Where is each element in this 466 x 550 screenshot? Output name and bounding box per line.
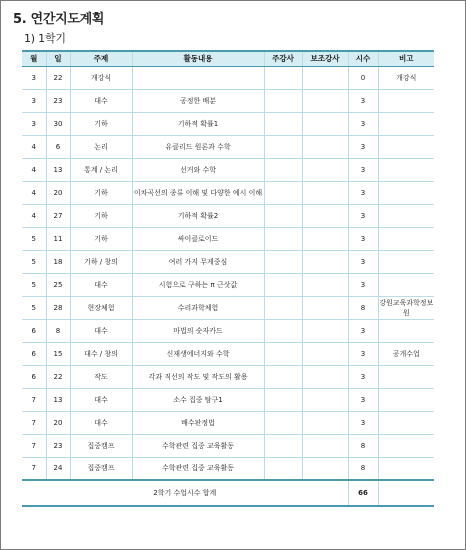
cell-main-instructor bbox=[264, 296, 302, 319]
cell-topic: 논리 bbox=[70, 135, 132, 158]
annual-plan-table bbox=[22, 50, 434, 507]
header-month: 월 bbox=[22, 51, 46, 66]
header-day: 일 bbox=[46, 51, 70, 66]
cell-assistant-instructor bbox=[302, 365, 348, 388]
cell-hours: 3 bbox=[348, 250, 378, 273]
cell-main-instructor bbox=[264, 89, 302, 112]
cell-hours: 3 bbox=[348, 319, 378, 342]
cell-assistant-instructor bbox=[302, 296, 348, 319]
cell-notes bbox=[378, 158, 434, 181]
table-row bbox=[22, 158, 434, 181]
cell-hours: 3 bbox=[348, 204, 378, 227]
cell-topic: 대수 bbox=[70, 411, 132, 434]
cell-month: 6 bbox=[22, 319, 46, 342]
cell-activity bbox=[132, 66, 264, 89]
table-body bbox=[22, 66, 434, 506]
cell-day: 22 bbox=[46, 66, 70, 89]
cell-topic: 기하 bbox=[70, 204, 132, 227]
cell-month: 5 bbox=[22, 227, 46, 250]
cell-notes bbox=[378, 112, 434, 135]
cell-day: 18 bbox=[46, 250, 70, 273]
cell-hours: 3 bbox=[348, 411, 378, 434]
table-header-row bbox=[22, 51, 434, 66]
cell-month: 6 bbox=[22, 342, 46, 365]
cell-topic: 집중캠프 bbox=[70, 434, 132, 457]
cell-hours: 3 bbox=[348, 89, 378, 112]
cell-day: 27 bbox=[46, 204, 70, 227]
cell-main-instructor bbox=[264, 158, 302, 181]
header-activity: 활동내용 bbox=[132, 51, 264, 66]
cell-notes bbox=[378, 434, 434, 457]
table-row bbox=[22, 411, 434, 434]
cell-month: 5 bbox=[22, 296, 46, 319]
table-row bbox=[22, 342, 434, 365]
table-row bbox=[22, 204, 434, 227]
cell-main-instructor bbox=[264, 227, 302, 250]
cell-notes bbox=[378, 365, 434, 388]
header-notes: 비고 bbox=[378, 51, 434, 66]
cell-day: 13 bbox=[46, 388, 70, 411]
cell-assistant-instructor bbox=[302, 273, 348, 296]
cell-activity: 공정한 배분 bbox=[132, 89, 264, 112]
cell-topic: 대수 bbox=[70, 273, 132, 296]
cell-activity: 수리과학체험 bbox=[132, 296, 264, 319]
header-hours: 시수 bbox=[348, 51, 378, 66]
subsection-title: 1) 1학기 bbox=[24, 32, 66, 45]
cell-activity: 싸이클로이드 bbox=[132, 227, 264, 250]
cell-activity: 소수 집중 탐구1 bbox=[132, 388, 264, 411]
table-row bbox=[22, 181, 434, 204]
cell-notes: 강원교육과학정보원 bbox=[378, 296, 434, 319]
cell-hours: 8 bbox=[348, 296, 378, 319]
cell-notes bbox=[378, 181, 434, 204]
header-topic: 주제 bbox=[70, 51, 132, 66]
cell-month: 3 bbox=[22, 89, 46, 112]
cell-assistant-instructor bbox=[302, 135, 348, 158]
cell-main-instructor bbox=[264, 112, 302, 135]
cell-assistant-instructor bbox=[302, 227, 348, 250]
header-assistant-instructor: 보조강사 bbox=[302, 51, 348, 66]
table-row bbox=[22, 250, 434, 273]
cell-day: 8 bbox=[46, 319, 70, 342]
total-hours: 66 bbox=[348, 480, 378, 506]
table-row bbox=[22, 112, 434, 135]
cell-day: 6 bbox=[46, 135, 70, 158]
cell-day: 30 bbox=[46, 112, 70, 135]
cell-topic: 대수 / 창의 bbox=[70, 342, 132, 365]
cell-topic: 대수 bbox=[70, 319, 132, 342]
cell-main-instructor bbox=[264, 66, 302, 89]
cell-hours: 3 bbox=[348, 388, 378, 411]
cell-topic: 대수 bbox=[70, 388, 132, 411]
cell-notes bbox=[378, 204, 434, 227]
cell-activity: 이차곡선의 종류 이해 및 다양한 예시 이해 bbox=[132, 181, 264, 204]
cell-assistant-instructor bbox=[302, 457, 348, 480]
cell-month: 6 bbox=[22, 365, 46, 388]
cell-activity: 여러 가지 무게중심 bbox=[132, 250, 264, 273]
cell-month: 4 bbox=[22, 204, 46, 227]
cell-hours: 8 bbox=[348, 457, 378, 480]
table-row bbox=[22, 319, 434, 342]
cell-notes bbox=[378, 135, 434, 158]
cell-day: 23 bbox=[46, 89, 70, 112]
cell-assistant-instructor bbox=[302, 434, 348, 457]
cell-topic: 현장체험 bbox=[70, 296, 132, 319]
cell-day: 20 bbox=[46, 411, 70, 434]
cell-main-instructor bbox=[264, 181, 302, 204]
cell-activity: 기하적 확률1 bbox=[132, 112, 264, 135]
table-row bbox=[22, 227, 434, 250]
cell-activity: 신재생에너지와 수학 bbox=[132, 342, 264, 365]
cell-notes bbox=[378, 457, 434, 480]
cell-assistant-instructor bbox=[302, 411, 348, 434]
cell-month: 3 bbox=[22, 112, 46, 135]
cell-main-instructor bbox=[264, 411, 302, 434]
cell-notes bbox=[378, 89, 434, 112]
cell-assistant-instructor bbox=[302, 250, 348, 273]
cell-notes bbox=[378, 273, 434, 296]
cell-month: 4 bbox=[22, 135, 46, 158]
cell-notes bbox=[378, 319, 434, 342]
total-label: 2학기 수업시수 합계 bbox=[22, 480, 348, 506]
cell-topic: 통계 / 논리 bbox=[70, 158, 132, 181]
cell-day: 23 bbox=[46, 434, 70, 457]
cell-main-instructor bbox=[264, 135, 302, 158]
cell-month: 4 bbox=[22, 181, 46, 204]
cell-assistant-instructor bbox=[302, 181, 348, 204]
cell-notes bbox=[378, 388, 434, 411]
cell-day: 24 bbox=[46, 457, 70, 480]
cell-assistant-instructor bbox=[302, 112, 348, 135]
table-row bbox=[22, 273, 434, 296]
cell-hours: 3 bbox=[348, 227, 378, 250]
cell-main-instructor bbox=[264, 457, 302, 480]
table-row bbox=[22, 365, 434, 388]
cell-activity: 수학관련 집중 교육활동 bbox=[132, 434, 264, 457]
cell-month: 7 bbox=[22, 411, 46, 434]
cell-month: 3 bbox=[22, 66, 46, 89]
cell-main-instructor bbox=[264, 434, 302, 457]
cell-activity: 수학관련 집중 교육활동 bbox=[132, 457, 264, 480]
cell-assistant-instructor bbox=[302, 66, 348, 89]
cell-assistant-instructor bbox=[302, 388, 348, 411]
cell-day: 22 bbox=[46, 365, 70, 388]
cell-hours: 3 bbox=[348, 158, 378, 181]
cell-day: 28 bbox=[46, 296, 70, 319]
cell-main-instructor bbox=[264, 250, 302, 273]
cell-month: 4 bbox=[22, 158, 46, 181]
cell-hours: 3 bbox=[348, 112, 378, 135]
cell-notes: 공개수업 bbox=[378, 342, 434, 365]
cell-topic: 기하 bbox=[70, 227, 132, 250]
table-row bbox=[22, 89, 434, 112]
cell-hours: 3 bbox=[348, 181, 378, 204]
table-row bbox=[22, 296, 434, 319]
cell-month: 7 bbox=[22, 434, 46, 457]
cell-hours: 3 bbox=[348, 342, 378, 365]
total-row bbox=[22, 480, 434, 506]
cell-main-instructor bbox=[264, 273, 302, 296]
cell-activity: 유클리드 원론과 수학 bbox=[132, 135, 264, 158]
cell-assistant-instructor bbox=[302, 89, 348, 112]
cell-assistant-instructor bbox=[302, 204, 348, 227]
cell-month: 5 bbox=[22, 250, 46, 273]
cell-hours: 8 bbox=[348, 434, 378, 457]
cell-activity: 선거와 수학 bbox=[132, 158, 264, 181]
cell-activity: 배수판정법 bbox=[132, 411, 264, 434]
cell-day: 15 bbox=[46, 342, 70, 365]
cell-topic: 작도 bbox=[70, 365, 132, 388]
cell-main-instructor bbox=[264, 204, 302, 227]
section-title: 5. 연간지도계획 bbox=[13, 12, 105, 27]
cell-activity: 시험으로 구하는 π 근삿값 bbox=[132, 273, 264, 296]
cell-main-instructor bbox=[264, 342, 302, 365]
cell-notes bbox=[378, 411, 434, 434]
table-row bbox=[22, 434, 434, 457]
cell-activity: 마법의 숫자카드 bbox=[132, 319, 264, 342]
cell-main-instructor bbox=[264, 388, 302, 411]
cell-main-instructor bbox=[264, 319, 302, 342]
cell-month: 7 bbox=[22, 388, 46, 411]
cell-notes bbox=[378, 250, 434, 273]
cell-topic: 개강식 bbox=[70, 66, 132, 89]
cell-day: 25 bbox=[46, 273, 70, 296]
cell-topic: 기하 bbox=[70, 112, 132, 135]
cell-topic: 기하 bbox=[70, 181, 132, 204]
header-main-instructor: 주강사 bbox=[264, 51, 302, 66]
cell-activity: 기하적 확률2 bbox=[132, 204, 264, 227]
cell-assistant-instructor bbox=[302, 158, 348, 181]
cell-topic: 기하 / 창의 bbox=[70, 250, 132, 273]
cell-assistant-instructor bbox=[302, 342, 348, 365]
total-notes bbox=[378, 480, 434, 506]
cell-topic: 집중캠프 bbox=[70, 457, 132, 480]
cell-topic: 대수 bbox=[70, 89, 132, 112]
cell-hours: 3 bbox=[348, 273, 378, 296]
cell-hours: 0 bbox=[348, 66, 378, 89]
cell-activity: 각과 직선의 작도 및 작도의 활용 bbox=[132, 365, 264, 388]
cell-month: 7 bbox=[22, 457, 46, 480]
cell-day: 20 bbox=[46, 181, 70, 204]
cell-notes bbox=[378, 227, 434, 250]
table-row bbox=[22, 388, 434, 411]
cell-assistant-instructor bbox=[302, 319, 348, 342]
cell-main-instructor bbox=[264, 365, 302, 388]
cell-hours: 3 bbox=[348, 365, 378, 388]
cell-notes: 개강식 bbox=[378, 66, 434, 89]
table-row bbox=[22, 66, 434, 89]
table-row bbox=[22, 135, 434, 158]
cell-hours: 3 bbox=[348, 135, 378, 158]
cell-day: 13 bbox=[46, 158, 70, 181]
table-row bbox=[22, 457, 434, 480]
cell-day: 11 bbox=[46, 227, 70, 250]
cell-month: 5 bbox=[22, 273, 46, 296]
